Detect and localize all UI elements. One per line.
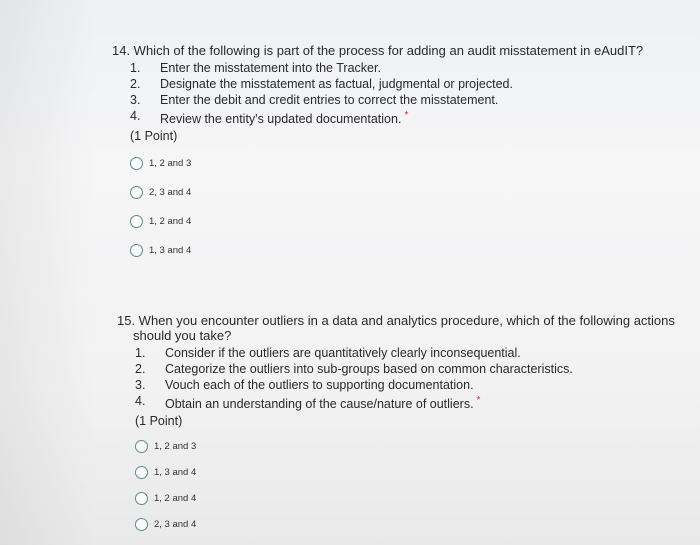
option-14-1[interactable] — [130, 156, 672, 170]
option-label: 1, 2 and 4 — [149, 215, 192, 227]
required-mark: * — [404, 110, 409, 121]
statement-text: Designate the misstatement as factual, judgmental or projected. — [160, 77, 513, 91]
statement-item — [117, 345, 677, 361]
statement-number: 1. — [130, 61, 141, 75]
statement-text: Vouch each of the outliers to supporting documentation. — [165, 378, 474, 392]
question-15-title: 15. When you encounter outliers in a data and analytics procedure, which of the following actions should you take? — [117, 313, 675, 343]
option-label: 1, 2 and 3 — [154, 440, 197, 452]
question-14-statements — [112, 60, 672, 127]
radio-button[interactable] — [130, 215, 143, 228]
option-label: 1, 3 and 4 — [154, 466, 197, 478]
statement-text: Obtain an understanding of the cause/nature of outliers. — [165, 397, 474, 412]
option-label: 1, 2 and 3 — [149, 157, 192, 169]
statement-item — [112, 60, 672, 76]
question-15-statements — [117, 345, 677, 412]
statement-number: 4. — [130, 109, 141, 123]
radio-button[interactable] — [130, 186, 143, 199]
option-15-1[interactable] — [135, 439, 677, 453]
option-label: 1, 2 and 4 — [154, 492, 197, 504]
statement-item — [112, 108, 672, 127]
option-15-3[interactable] — [135, 491, 677, 505]
option-14-2[interactable] — [130, 185, 672, 199]
statement-text: Review the entity's updated documentation. — [160, 112, 402, 127]
option-label: 2, 3 and 4 — [154, 518, 197, 530]
statement-item — [117, 377, 677, 393]
statement-item — [117, 393, 677, 412]
statement-text: Enter the misstatement into the Tracker. — [160, 61, 381, 75]
question-15 — [117, 313, 677, 543]
required-mark: * — [476, 395, 481, 406]
question-14 — [112, 43, 672, 272]
statement-item — [117, 361, 677, 377]
statement-number: 2. — [135, 362, 146, 376]
statement-text: Categorize the outliers into sub-groups based on common characteristics. — [165, 362, 573, 376]
radio-button[interactable] — [130, 244, 143, 257]
option-14-4[interactable] — [130, 243, 672, 257]
question-14-title: 14. Which of the following is part of the process for adding an audit misstatement in eAudIT? — [112, 43, 644, 58]
question-14-options — [130, 156, 672, 257]
question-14-points: (1 Point) — [130, 129, 178, 144]
question-15-options — [135, 439, 677, 531]
statement-item — [112, 92, 672, 108]
page-shadow — [0, 0, 95, 545]
radio-button[interactable] — [135, 466, 148, 479]
option-15-2[interactable] — [135, 465, 677, 479]
radio-button[interactable] — [135, 492, 148, 505]
radio-button[interactable] — [135, 440, 148, 453]
statement-text: Enter the debit and credit entries to correct the misstatement. — [160, 93, 499, 107]
statement-number: 1. — [135, 346, 146, 360]
option-label: 1, 3 and 4 — [149, 244, 192, 256]
question-15-points: (1 Point) — [135, 414, 183, 429]
option-label: 2, 3 and 4 — [149, 186, 192, 198]
option-15-4[interactable] — [135, 517, 677, 531]
statement-text: Consider if the outliers are quantitatively clearly inconsequential. — [165, 346, 521, 360]
statement-number: 3. — [130, 93, 141, 107]
option-14-3[interactable] — [130, 214, 672, 228]
statement-number: 3. — [135, 378, 146, 392]
radio-button[interactable] — [130, 157, 143, 170]
statement-number: 2. — [130, 77, 141, 91]
statement-item — [112, 76, 672, 92]
statement-number: 4. — [135, 394, 146, 408]
radio-button[interactable] — [135, 518, 148, 531]
